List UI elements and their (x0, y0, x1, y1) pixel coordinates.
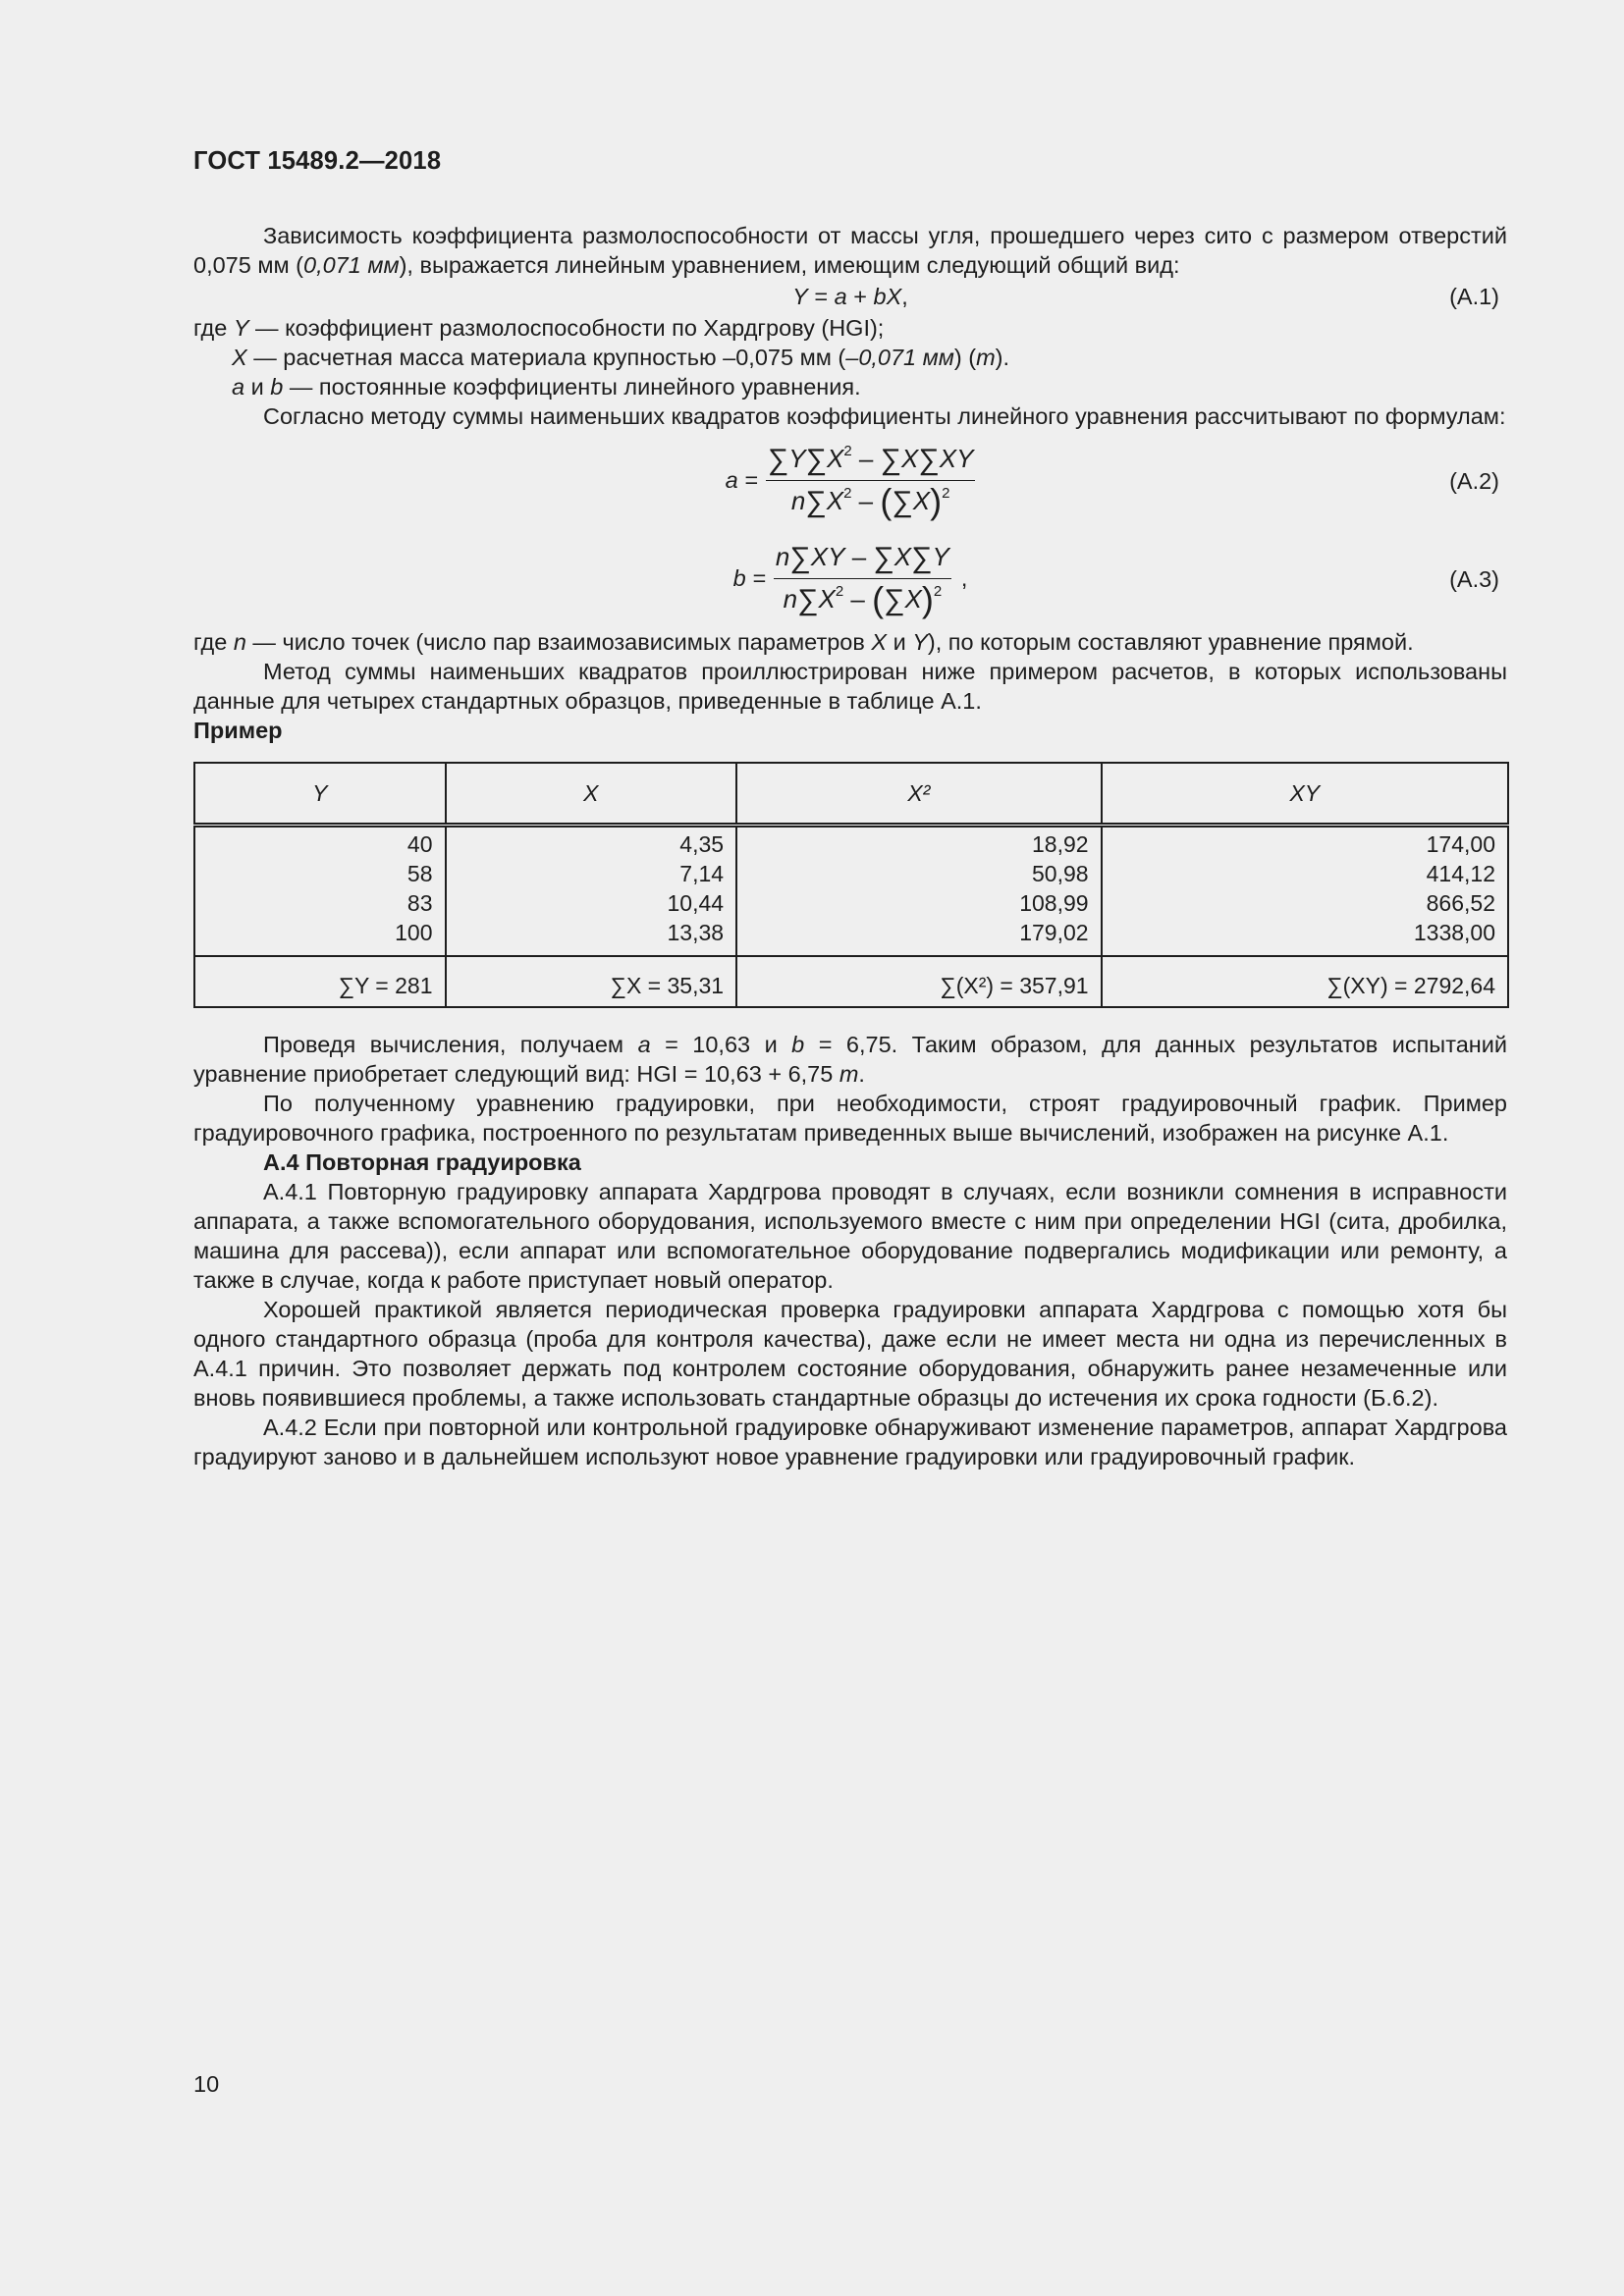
table-header-x: X (446, 763, 737, 826)
table-cell: 108,99 (1019, 890, 1089, 916)
table-sum-row (194, 956, 1508, 1007)
n-def-y: Y (912, 629, 928, 655)
where-y-symbol: Y (233, 315, 249, 341)
table-header-y: Y (194, 763, 446, 826)
table-sum-x: ∑X = 35,31 (446, 956, 737, 1007)
where-x-italic: –0,071 мм (845, 345, 954, 370)
where-prefix: где (193, 315, 234, 341)
equation-a2-number: (А.2) (1449, 468, 1499, 494)
table-header-x2: X² (736, 763, 1102, 826)
example-label: Пример (193, 718, 283, 743)
equation-a1-number: (А.1) (1449, 284, 1499, 309)
where-x-line (193, 343, 1507, 372)
eq3-trailing-comma: , (960, 565, 968, 591)
table-column-x2 (736, 826, 1102, 957)
where-b-symbol: b (270, 374, 284, 400)
eq1-a: a (834, 284, 847, 309)
where-y-text: — коэффициент размолоспособности по Хардгрову (HGI); (248, 315, 885, 341)
table-column-x (446, 826, 737, 957)
where-y-line (193, 313, 1507, 343)
table-cell: 83 (406, 890, 433, 916)
where-ab-text: — постоянные коэффициенты линейного уравнения. (283, 374, 861, 400)
table-cell: 174,00 (1426, 831, 1495, 857)
method-paragraph: Метод суммы наименьших квадратов проиллюстрирован ниже примером расчетов, в которых использованы данные для четырех стандартных образцов, приведенные в таблице А.1. (193, 659, 1507, 714)
table-header-row (194, 763, 1508, 826)
table-cell: 179,02 (1019, 920, 1089, 945)
table-cell: 100 (395, 920, 433, 945)
equation-a3-number: (А.3) (1449, 566, 1499, 592)
intro-italic-text: 0,071 мм (303, 252, 400, 278)
where-x-text-3: ). (995, 345, 1010, 370)
n-def-symbol: n (233, 629, 246, 655)
table-cell: 414,12 (1426, 861, 1495, 886)
intro-paragraph (193, 221, 1507, 280)
table-data-row (194, 826, 1508, 957)
eq3-numerator: n∑XY – ∑X∑Y (775, 541, 949, 574)
equation-a1 (193, 280, 1507, 313)
eq1-comma: , (901, 284, 908, 309)
eq3-lhs: b = (732, 565, 766, 591)
intro-text: Зависимость коэффициента размолоспособности от массы угля, прошедшего через сито с размером отверстий 0,075 мм ( (193, 223, 1507, 278)
result-text-3: = 6,75. Таким образом, для данных результатов испытаний уравнение приобретает следующий вид: HGI = 10,63 + 6,75 (193, 1032, 1507, 1087)
where-x-symbol: X (232, 345, 247, 370)
equation-a1-body (193, 282, 1507, 311)
table-column-xy (1102, 826, 1508, 957)
section-heading-a4: А.4 Повторная градуировка (263, 1149, 581, 1175)
where-a-symbol: a (232, 374, 245, 400)
document-header-title: ГОСТ 15489.2—2018 (193, 147, 442, 175)
eq3-denominator: $n\sum X^2 - (\sum X)^2$ (783, 578, 943, 619)
result-text-4: . (858, 1061, 865, 1087)
where-and: и (244, 374, 271, 400)
table-cell: 866,52 (1426, 890, 1495, 916)
table-cell: 40 (406, 831, 433, 857)
result-text-2: = 10,63 и (650, 1032, 792, 1057)
result-m: m (839, 1061, 859, 1087)
table-cell: 58 (406, 861, 433, 886)
n-def-text-2: ), по которым составляют уравнение прямой. (927, 629, 1414, 655)
table-cell: 4,35 (679, 831, 725, 857)
eq1-equals: = (807, 284, 835, 309)
example-table-wrap (193, 762, 1507, 1008)
table-cell: 1338,00 (1413, 920, 1495, 945)
table-cell: 50,98 (1032, 861, 1089, 886)
n-def-and: и (887, 629, 913, 655)
eq2-denominator: $n\sum X^2 - (\sum X)^2$ (790, 480, 950, 521)
where-x-text: — расчетная масса материала крупностью –0,075 мм ( (246, 345, 846, 370)
page-number: 10 (193, 2071, 220, 2097)
n-def-text: — число точек (число пар взаимозависимых параметров (245, 629, 872, 655)
paragraph-a41: А.4.1 Повторную градуировку аппарата Хардгрова проводят в случаях, если возникли сомнения в исправности аппарата, а также вспомогательного оборудования, используемого вместе с ним при определении HGI (сита, дробилка, машина для рассева)), если аппарат или вспомогательное оборудование подвергались модификации или ремонту, а также в случае, когда к работе приступает новый оператор. (193, 1179, 1507, 1293)
n-definition-line (193, 627, 1507, 657)
equation-a3 (193, 529, 1507, 627)
eq2-lhs: a = (725, 467, 758, 493)
paragraph-practice: Хорошей практикой является периодическая проверка градуировки аппарата Хардгрова с помощью хотя бы одного стандартного образца (проба для контроля качества), даже если не имеет места ни одна из перечисленных в А.4.1 причин. Это позволяет держать под контролем состояние оборудования, обнаружить ранее незамеченные или вновь появившиеся проблемы, а также использовать стандартные образцы до истечения их срока годности (Б.6.2). (193, 1297, 1507, 1411)
table-cell: 10,44 (667, 890, 725, 916)
table-cell: 13,38 (667, 920, 725, 945)
equation-a2 (193, 431, 1507, 529)
table-cell: 18,92 (1032, 831, 1089, 857)
table-sum-y: ∑Y = 281 (194, 956, 446, 1007)
n-def-prefix: где (193, 629, 234, 655)
table-column-y (194, 826, 446, 957)
where-x-text-2: ) ( (953, 345, 977, 370)
table-header-xy: XY (1102, 763, 1508, 826)
where-ab-line (193, 372, 1507, 401)
eq1-bx: bX (873, 284, 902, 309)
document-body (193, 221, 1507, 1471)
result-text-1: Проведя вычисления, получаем (263, 1032, 638, 1057)
lsq-intro-paragraph: Согласно методу суммы наименьших квадратов коэффициенты линейного уравнения рассчитывают по формулам: (263, 403, 1506, 429)
paragraph-a42: А.4.2 Если при повторной или контрольной градуировке обнаруживают изменение параметров, аппарат Хардгрова градуируют заново и в дальнейшем используют новое уравнение градуировки или градуировочный график. (193, 1415, 1507, 1469)
graph-paragraph: По полученному уравнению градуировки, при необходимости, строят градуировочный график. Пример градуировочного графика, построенного по результатам приведенных выше вычислений, изображен на рисунке А.1. (193, 1091, 1507, 1146)
eq2-fraction (766, 439, 976, 522)
example-table (193, 762, 1509, 1008)
eq1-plus: + (846, 284, 874, 309)
table-sum-x2: ∑(X²) = 357,91 (736, 956, 1102, 1007)
eq2-numerator: $\sum Y\sum X^2 - \sum X\sum XY$ (767, 442, 974, 476)
where-x-unit: m (976, 345, 996, 370)
result-paragraph (193, 1030, 1507, 1089)
table-sum-xy: ∑(XY) = 2792,64 (1102, 956, 1508, 1007)
result-b: b (791, 1032, 805, 1057)
intro-end-text: ), выражается линейным уравнением, имеющим следующий общий вид: (399, 252, 1180, 278)
eq1-y: Y (792, 284, 808, 309)
eq3-fraction (774, 537, 951, 620)
table-cell: 7,14 (679, 861, 725, 886)
result-a: a (637, 1032, 651, 1057)
n-def-x: X (871, 629, 888, 655)
